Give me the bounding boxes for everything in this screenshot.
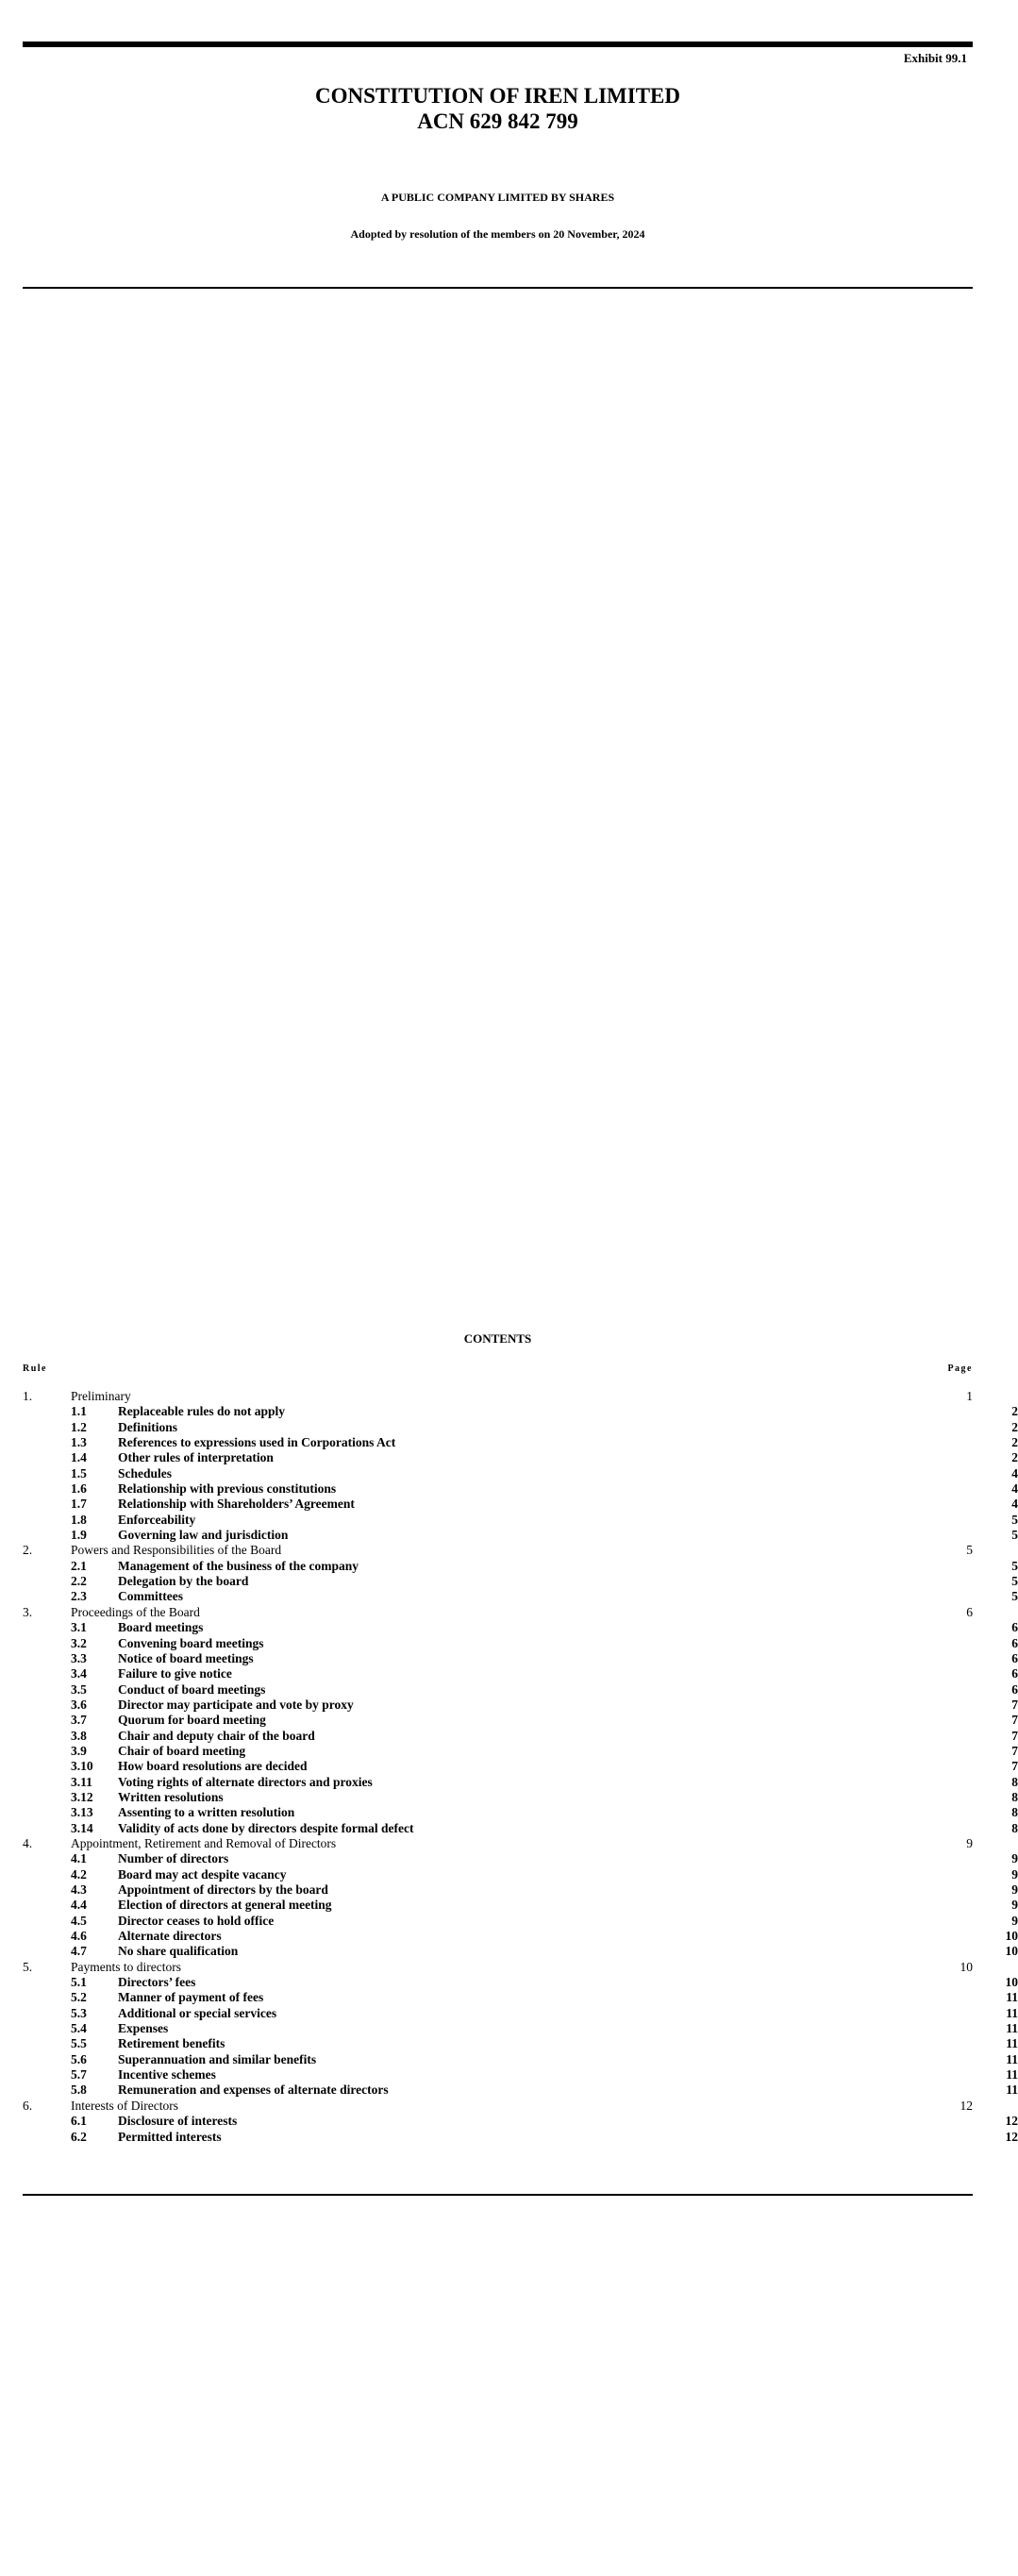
toc-heading: Appointment of directors by the board [118, 1882, 328, 1897]
toc-page-number: 5 [1011, 1589, 1018, 1604]
toc-heading: Permitted interests [118, 2129, 222, 2144]
toc-number: 1.1 [71, 1404, 87, 1419]
toc-number: 5.1 [71, 1975, 87, 1990]
toc-subsection-row [23, 1404, 1018, 1419]
toc-number: 3.11 [71, 1774, 92, 1789]
toc-subsection-row [23, 2067, 1018, 2083]
toc-heading: Expenses [118, 2021, 169, 2036]
toc-subsection-row [23, 1744, 1018, 1759]
toc-subsection-row [23, 1481, 1018, 1497]
toc-subsection-row [23, 1882, 1018, 1898]
toc-page-number: 9 [1011, 1851, 1018, 1866]
toc-number: 3.3 [71, 1650, 87, 1665]
toc-heading: Appointment, Retirement and Removal of Directors [71, 1835, 337, 1850]
toc-subsection-row [23, 1759, 1018, 1774]
toc-number: 5.8 [71, 2083, 87, 2098]
toc-heading: Election of directors at general meeting [118, 1898, 332, 1913]
toc-subsection-row [23, 1574, 1018, 1589]
toc-page-number: 11 [1006, 2021, 1018, 2036]
toc-page-number: 6 [1011, 1681, 1018, 1697]
toc-subsection-row [23, 1666, 1018, 1681]
toc-number: 3.6 [71, 1697, 87, 1712]
toc-number: 4.7 [71, 1944, 87, 1959]
toc-subsection-row [23, 1420, 1018, 1435]
title-line-company: CONSTITUTION OF IREN LIMITED [314, 84, 681, 108]
toc-subsection-row [23, 1651, 1018, 1666]
toc-number: 1. [23, 1389, 33, 1403]
title-line-acn: ACN 629 842 799 [417, 109, 578, 133]
toc-number: 3.4 [71, 1666, 87, 1681]
toc-page-number: 11 [1006, 2051, 1018, 2066]
toc-page-number: 7 [1011, 1713, 1018, 1728]
toc-number: 2.2 [71, 1574, 87, 1589]
toc-number: 2.1 [71, 1558, 87, 1573]
contents-title: CONTENTS [463, 1331, 532, 1346]
toc-number: 5. [23, 1959, 33, 1974]
toc-heading: Governing law and jurisdiction [118, 1528, 289, 1543]
toc-number: 1.3 [71, 1435, 87, 1450]
toc-subsection-row [23, 1589, 1018, 1604]
exhibit-label: Exhibit 99.1 [903, 51, 967, 65]
toc-page-number: 7 [1011, 1759, 1018, 1774]
toc-heading: Conduct of board meetings [118, 1681, 266, 1697]
toc-page-number: 5 [1011, 1512, 1018, 1527]
toc-page-number: 5 [1011, 1528, 1018, 1543]
toc-number: 4.5 [71, 1913, 87, 1928]
toc-number: 6. [23, 2098, 33, 2113]
toc-page-number: 11 [1006, 1990, 1018, 2005]
toc-subsection-row [23, 2052, 1018, 2067]
toc-page-number: 6 [1011, 1650, 1018, 1665]
toc-heading: Definitions [118, 1419, 178, 1434]
toc-heading: Failure to give notice [118, 1666, 232, 1681]
toc-heading: Chair and deputy chair of the board [118, 1728, 315, 1743]
toc-page-number: 6 [1011, 1666, 1018, 1681]
toc-heading: Powers and Responsibilities of the Board [71, 1543, 282, 1558]
toc-subsection-row [23, 1513, 1018, 1528]
toc-number: 3. [23, 1604, 33, 1619]
toc-heading: Retirement benefits [118, 2036, 225, 2051]
toc-page-number: 4 [1011, 1497, 1018, 1512]
toc-page-number: 9 [1011, 1882, 1018, 1897]
toc-heading: Relationship with Shareholders’ Agreement [118, 1497, 355, 1512]
toc-number: 6.2 [71, 2129, 87, 2144]
toc-number: 3.1 [71, 1620, 87, 1635]
toc-page-number: 10 [1005, 1944, 1018, 1959]
toc-subsection-row [23, 1790, 1018, 1805]
toc-number: 5.2 [71, 1990, 87, 2005]
toc-page-number: 2 [1011, 1404, 1018, 1419]
toc-subsection-row [23, 1729, 1018, 1744]
toc-section-row [23, 1960, 973, 1975]
top-thick-rule [23, 42, 973, 47]
toc-heading: Alternate directors [118, 1929, 222, 1944]
toc-number: 3.12 [71, 1789, 93, 1804]
toc-page-number: 9 [1011, 1898, 1018, 1913]
toc-page-number: 11 [1006, 2083, 1018, 2098]
toc-page-number: 9 [1011, 1913, 1018, 1928]
toc-subsection-row [23, 2021, 1018, 2036]
toc-subsection-row [23, 2006, 1018, 2021]
toc-subsection-row [23, 1805, 1018, 1820]
toc-number: 1.7 [71, 1497, 87, 1512]
toc-page-number: 9 [966, 1835, 973, 1850]
toc-page-number: 10 [1005, 1929, 1018, 1944]
toc-page-number: 8 [1011, 1805, 1018, 1820]
toc-page-number: 2 [1011, 1450, 1018, 1465]
toc-number: 5.5 [71, 2036, 87, 2051]
toc-number: 3.10 [71, 1759, 93, 1774]
toc-number: 4.2 [71, 1866, 87, 1882]
toc-number: 3.9 [71, 1743, 87, 1758]
toc-number: 5.7 [71, 2067, 87, 2083]
toc-number: 3.7 [71, 1713, 87, 1728]
toc-page-number: 5 [966, 1543, 973, 1558]
toc-number: 3.8 [71, 1728, 87, 1743]
toc-number: 5.6 [71, 2051, 87, 2066]
toc-subsection-row [23, 1435, 1018, 1450]
toc-page-number: 7 [1011, 1697, 1018, 1712]
toc-heading: Written resolutions [118, 1789, 224, 1804]
toc-heading: Proceedings of the Board [71, 1604, 200, 1619]
toc-section-row [23, 1836, 973, 1851]
toc-number: 2.3 [71, 1589, 87, 1604]
toc-subsection-row [23, 2036, 1018, 2051]
toc-subsection-row [23, 1944, 1018, 1959]
toc-subsection-row [23, 1713, 1018, 1728]
toc-page-number: 12 [1005, 2129, 1018, 2144]
toc-section-row [23, 1605, 973, 1620]
toc-section-row [23, 1543, 973, 1558]
toc-heading: Board meetings [118, 1620, 204, 1635]
toc-heading: Schedules [118, 1465, 173, 1480]
toc-subsection-row [23, 1867, 1018, 1882]
toc-page-number: 5 [1011, 1558, 1018, 1573]
toc-subsection-row [23, 1975, 1018, 1990]
toc-page-number: 12 [960, 2098, 973, 2113]
toc-heading: Enforceability [118, 1512, 196, 1527]
toc-subsection-row [23, 1528, 1018, 1543]
toc-number: 1.6 [71, 1481, 87, 1497]
toc-subsection-row [23, 1450, 1018, 1465]
toc-number: 1.4 [71, 1450, 87, 1465]
toc-heading: Management of the business of the company [118, 1558, 359, 1573]
toc-number: 5.4 [71, 2021, 87, 2036]
toc-subsection-row [23, 1929, 1018, 1944]
toc-section-row [23, 2099, 973, 2114]
toc-heading: How board resolutions are decided [118, 1759, 308, 1774]
toc-number: 5.3 [71, 2005, 87, 2020]
toc-page-number: 6 [1011, 1620, 1018, 1635]
toc-subsection-row [23, 2114, 1018, 2129]
toc-number: 3.13 [71, 1805, 93, 1820]
toc-page-number: 11 [1006, 2067, 1018, 2083]
toc-heading: Other rules of interpretation [118, 1450, 274, 1465]
toc-page-number: 5 [1011, 1574, 1018, 1589]
toc-number: 4.1 [71, 1851, 87, 1866]
toc-subsection-row [23, 1559, 1018, 1574]
toc-page-number: 10 [960, 1959, 973, 1974]
toc-subsection-row [23, 2130, 1018, 2145]
toc-heading: Directors’ fees [118, 1975, 196, 1990]
document-title [0, 83, 995, 134]
toc-page-number: 10 [1005, 1975, 1018, 1990]
toc-page-number: 8 [1011, 1774, 1018, 1789]
toc-heading: References to expressions used in Corporations Act [118, 1435, 396, 1450]
toc-heading: Payments to directors [71, 1959, 181, 1974]
toc-heading: Replaceable rules do not apply [118, 1404, 286, 1419]
toc-heading: No share qualification [118, 1944, 239, 1959]
toc-heading: Committees [118, 1589, 183, 1604]
toc-heading: Number of directors [118, 1851, 229, 1866]
cover-bottom-rule [23, 287, 973, 289]
toc-heading: Additional or special services [118, 2005, 277, 2020]
toc-number: 3.5 [71, 1681, 87, 1697]
toc-subsection-row [23, 1914, 1018, 1929]
toc-heading: Director ceases to hold office [118, 1913, 275, 1928]
toc-subsection-row [23, 1698, 1018, 1713]
toc-heading: Remuneration and expenses of alternate directors [118, 2083, 389, 2098]
toc-heading: Superannuation and similar benefits [118, 2051, 317, 2066]
toc-page-number: 2 [1011, 1435, 1018, 1450]
toc-heading: Incentive schemes [118, 2067, 216, 2083]
toc-number: 4.4 [71, 1898, 87, 1913]
toc-heading: Delegation by the board [118, 1574, 249, 1589]
toc-heading: Quorum for board meeting [118, 1713, 266, 1728]
toc-subsection-row [23, 1620, 1018, 1635]
table-of-contents [23, 1389, 1018, 2145]
toc-page-number: 6 [1011, 1635, 1018, 1650]
toc-number: 4. [23, 1835, 33, 1850]
toc-page-number: 7 [1011, 1728, 1018, 1743]
toc-number: 4.3 [71, 1882, 87, 1897]
contents-bottom-rule [23, 2194, 973, 2196]
toc-page-number: 8 [1011, 1820, 1018, 1835]
toc-page-number: 2 [1011, 1419, 1018, 1434]
toc-number: 1.9 [71, 1528, 87, 1543]
toc-page-number: 7 [1011, 1743, 1018, 1758]
toc-subsection-row [23, 1497, 1018, 1512]
toc-heading: Validity of acts done by directors despite formal defect [118, 1820, 414, 1835]
company-type: A PUBLIC COMPANY LIMITED BY SHARES [380, 191, 615, 204]
toc-heading: Director may participate and vote by proxy [118, 1697, 354, 1712]
toc-number: 1.5 [71, 1465, 87, 1480]
toc-heading: Manner of payment of fees [118, 1990, 264, 2005]
toc-heading: Voting rights of alternate directors and proxies [118, 1774, 373, 1789]
toc-number: 1.2 [71, 1419, 87, 1434]
toc-number: 2. [23, 1543, 33, 1558]
toc-number: 3.2 [71, 1635, 87, 1650]
toc-subsection-row [23, 2083, 1018, 2098]
toc-subsection-row [23, 1821, 1018, 1836]
toc-number: 4.6 [71, 1929, 87, 1944]
toc-heading: Notice of board meetings [118, 1650, 254, 1665]
toc-page-number: 9 [1011, 1866, 1018, 1882]
toc-heading: Assenting to a written resolution [118, 1805, 295, 1820]
toc-subsection-row [23, 1682, 1018, 1698]
toc-page-number: 4 [1011, 1465, 1018, 1480]
toc-heading: Board may act despite vacancy [118, 1866, 287, 1882]
toc-number: 6.1 [71, 2114, 87, 2129]
toc-page-number: 11 [1006, 2005, 1018, 2020]
toc-page-number: 8 [1011, 1789, 1018, 1804]
toc-heading: Chair of board meeting [118, 1743, 246, 1758]
toc-page-number: 12 [1005, 2114, 1018, 2129]
toc-number: 3.14 [71, 1820, 93, 1835]
toc-subsection-row [23, 1636, 1018, 1651]
toc-number: 1.8 [71, 1512, 87, 1527]
toc-page-number: 1 [966, 1389, 973, 1403]
adoption-statement: Adopted by resolution of the members on 20 November, 2024 [350, 227, 645, 241]
toc-page-number: 6 [966, 1604, 973, 1619]
toc-subsection-row [23, 1851, 1018, 1866]
toc-heading: Convening board meetings [118, 1635, 264, 1650]
toc-subsection-row [23, 1775, 1018, 1790]
toc-heading: Relationship with previous constitutions [118, 1481, 337, 1497]
toc-heading: Preliminary [71, 1389, 131, 1403]
toc-heading: Interests of Directors [71, 2098, 178, 2113]
rule-column-header: Rule [23, 1363, 47, 1374]
toc-page-number: 4 [1011, 1481, 1018, 1497]
toc-subsection-row [23, 1898, 1018, 1913]
page-column-header: Page [947, 1363, 973, 1374]
toc-heading: Disclosure of interests [118, 2114, 238, 2129]
toc-subsection-row [23, 1990, 1018, 2005]
toc-subsection-row [23, 1466, 1018, 1481]
toc-section-row [23, 1389, 973, 1404]
toc-page-number: 11 [1006, 2036, 1018, 2051]
